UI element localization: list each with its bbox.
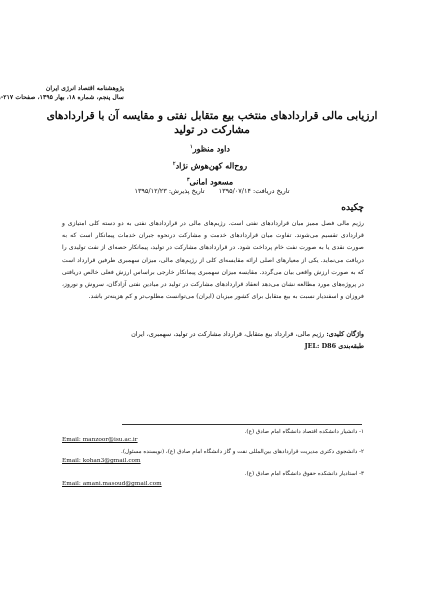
keywords-label: واژگان کلیدی: (326, 330, 364, 338)
journal-name: پژوهشنامه اقتصاد انرژی ایران (45, 85, 124, 92)
date-accepted: تاریخ پذیرش: ۱۳۹۵/۱۲/۲۳ (134, 187, 205, 195)
paper-title: ارزیابی مالی قراردادهای منتخب بیع متقابل نفتی و مقایسه آن با قراردادهای مشارکت در تولید (46, 110, 378, 136)
author-2: روح‌اله کهن‌هوش نژاد$^۲$ (172, 160, 248, 171)
jel-code: D86 (321, 342, 337, 350)
footnote-3: ۳- استادیار دانشکده حقوق دانشگاه امام صادق (ع). (244, 471, 364, 477)
abstract-heading: چکیده (341, 203, 364, 213)
footnote-1: ۱- دانشیار دانشکده اقتصاد دانشگاه امام صادق (ع). (244, 429, 364, 435)
footnote-1-email[interactable]: Email: manzoor@isu.ac.ir (62, 437, 138, 443)
footnote-2: ۲- دانشجوی دکتری مدیریت قراردادهای بین‌المللی نفت و گاز دانشگاه امام صادق (ع)، (نویسنده مسئول). (121, 449, 364, 455)
date-received: تاریخ دریافت: ۱۳۹۵/۰۷/۱۴ (218, 187, 290, 195)
abstract-body: رژیم مالی فصل ممیز میان قراردادهای نفتی است. رژیم‌های مالی در قراردادهای نفتی به دو دسته کلی امتیازی و قراردادی تقسیم می‌شوند. تفاوت میان قراردادهای خدمت و مشارکت درنحوه جبران خدمات پیمانکار است که به صورت نقدی یا به صورت نفت خام پرداخت شود. در قراردادهای مشارکت در تولید، پیمانکار حصه‌ای از نفت تولیدی را دریافت می‌نماید. یکی از معیارهای اصلی ارائه مقایسه‌ای کلی از رژیم‌های مالی، میزان سهمبری طرفین قرارداد است که به صورت ارزش واقعی بیان می‌گردد. مقایسه میزان سهمبری پیمانکار خارجی براساس ارزش فعلی خالص دریافتی در پروژه‌های مورد مطالعه نشان می‌دهد انعقاد قراردادهای مشارکت در تولید در میادین نفتی آزادگان، سروش و نوروز، فروزان و اسفندیار نسبت به بیع متقابل برای کشور میزبان (ایران) می‌توانست مطلوب‌تر و کم هزینه‌تر باشد. (62, 220, 364, 301)
keywords-text: رژیم مالی، قرارداد بیع متقابل، قرارداد مشارکت در تولید، سهمبری، ایران (131, 330, 325, 338)
footnote-3-email[interactable]: Email: amani.masoud@gmail.com (62, 481, 162, 487)
author-list (150, 140, 270, 190)
jel-label: طبقه‌بندی JEL: (304, 342, 364, 350)
keywords-line (62, 328, 364, 341)
journal-issue: سال پنجم، شماره ۱۸، بهار ۱۳۹۵، صفحات ۲۱۷- (0, 94, 124, 101)
author-1: داود منظور$^۱$ (190, 143, 230, 154)
footnote-divider (122, 424, 362, 425)
journal-header (0, 84, 124, 102)
author-3: مسعود امانی$^۳$ (186, 176, 234, 187)
jel-line (305, 342, 364, 350)
dates-line (0, 187, 424, 195)
footnote-2-email[interactable]: Email: kohan3@gmail.com (62, 458, 141, 464)
